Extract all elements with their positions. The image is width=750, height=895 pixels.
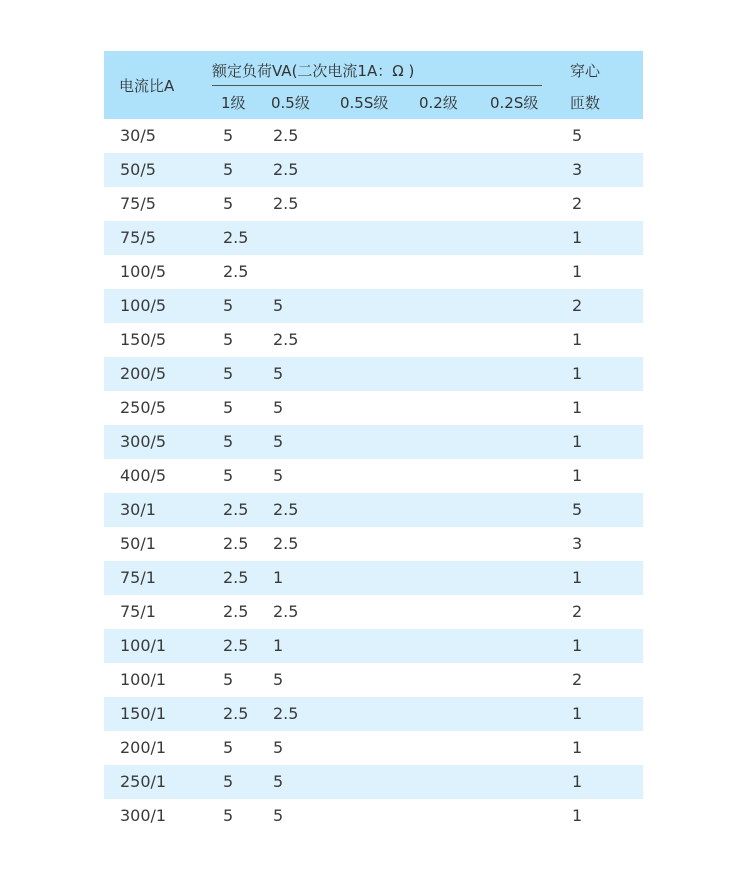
row-background xyxy=(104,765,632,799)
table-row xyxy=(104,493,643,527)
cell-turns: 5 xyxy=(572,500,583,519)
cell-class-0-5: 2.5 xyxy=(273,194,299,213)
cell-class-1: 5 xyxy=(223,194,234,213)
table-row xyxy=(104,119,643,153)
table-row xyxy=(104,255,643,289)
header-divider xyxy=(212,85,542,86)
cell-class-1: 5 xyxy=(223,432,234,451)
cell-class-1: 2.5 xyxy=(223,704,249,723)
cell-current-ratio: 100/1 xyxy=(120,636,167,655)
table-row xyxy=(104,221,643,255)
row-background xyxy=(104,799,632,833)
table-row xyxy=(104,561,643,595)
row-background xyxy=(104,425,632,459)
cell-turns: 1 xyxy=(572,398,583,417)
cell-current-ratio: 75/5 xyxy=(120,228,156,247)
cell-class-0-5: 5 xyxy=(273,772,284,791)
cell-class-1: 5 xyxy=(223,772,234,791)
cell-current-ratio: 400/5 xyxy=(120,466,167,485)
cell-class-0-5: 5 xyxy=(273,738,284,757)
header-class-0-5: 0.5级 xyxy=(271,94,310,112)
cell-class-1: 5 xyxy=(223,160,234,179)
table-row xyxy=(104,765,643,799)
cell-turns: 1 xyxy=(572,364,583,383)
cell-current-ratio: 100/1 xyxy=(120,670,167,689)
cell-current-ratio: 100/5 xyxy=(120,262,167,281)
cell-class-0-5: 2.5 xyxy=(273,704,299,723)
header-current-ratio: 电流比A xyxy=(119,77,175,95)
table-row xyxy=(104,629,643,663)
table-row xyxy=(104,323,643,357)
cell-class-1: 5 xyxy=(223,126,234,145)
row-background xyxy=(104,357,632,391)
cell-turns: 2 xyxy=(572,194,583,213)
row-background xyxy=(104,493,632,527)
row-background xyxy=(104,153,632,187)
cell-current-ratio: 150/5 xyxy=(120,330,167,349)
table-row xyxy=(104,187,643,221)
cell-current-ratio: 200/1 xyxy=(120,738,167,757)
cell-class-1: 5 xyxy=(223,330,234,349)
row-background xyxy=(104,731,632,765)
cell-current-ratio: 150/1 xyxy=(120,704,167,723)
cell-class-1: 5 xyxy=(223,738,234,757)
cell-class-0-5: 5 xyxy=(273,432,284,451)
cell-turns: 3 xyxy=(572,534,583,553)
table-row xyxy=(104,289,643,323)
row-background xyxy=(104,561,632,595)
row-background xyxy=(104,391,632,425)
cell-current-ratio: 50/1 xyxy=(120,534,156,553)
row-background xyxy=(104,595,632,629)
cell-current-ratio: 100/5 xyxy=(120,296,167,315)
table-row xyxy=(104,595,643,629)
cell-class-0-5: 2.5 xyxy=(273,534,299,553)
header-class-0-5s: 0.5S级 xyxy=(340,94,389,112)
row-background xyxy=(104,629,632,663)
cell-class-0-5: 2.5 xyxy=(273,160,299,179)
table-row xyxy=(104,731,643,765)
cell-current-ratio: 300/5 xyxy=(120,432,167,451)
cell-class-1: 5 xyxy=(223,398,234,417)
cell-class-0-5: 5 xyxy=(273,670,284,689)
cell-class-0-5: 5 xyxy=(273,296,284,315)
cell-class-1: 5 xyxy=(223,364,234,383)
cell-class-0-5: 5 xyxy=(273,364,284,383)
cell-class-1: 2.5 xyxy=(223,262,249,281)
cell-class-1: 2.5 xyxy=(223,602,249,621)
row-background xyxy=(104,187,632,221)
cell-turns: 1 xyxy=(572,704,583,723)
row-background xyxy=(104,289,632,323)
cell-class-1: 5 xyxy=(223,806,234,825)
cell-class-0-5: 2.5 xyxy=(273,330,299,349)
table-row xyxy=(104,799,643,833)
cell-turns: 1 xyxy=(572,330,583,349)
cell-current-ratio: 200/5 xyxy=(120,364,167,383)
row-background xyxy=(104,221,632,255)
table-row xyxy=(104,527,643,561)
cell-class-0-5: 5 xyxy=(273,806,284,825)
cell-turns: 1 xyxy=(572,432,583,451)
cell-class-0-5: 2.5 xyxy=(273,126,299,145)
current-ratio-table xyxy=(104,51,643,833)
cell-turns: 1 xyxy=(572,738,583,757)
cell-class-0-5: 1 xyxy=(273,636,284,655)
cell-current-ratio: 250/1 xyxy=(120,772,167,791)
table-row xyxy=(104,391,643,425)
table-row xyxy=(104,425,643,459)
table-header xyxy=(104,51,643,119)
row-background xyxy=(104,663,632,697)
cell-turns: 1 xyxy=(572,568,583,587)
cell-class-1: 2.5 xyxy=(223,568,249,587)
cell-class-0-5: 2.5 xyxy=(273,602,299,621)
cell-class-1: 5 xyxy=(223,466,234,485)
cell-turns: 1 xyxy=(572,772,583,791)
header-class-0-2: 0.2级 xyxy=(419,94,458,112)
cell-turns: 2 xyxy=(572,602,583,621)
cell-turns: 1 xyxy=(572,466,583,485)
cell-current-ratio: 75/1 xyxy=(120,568,156,587)
table-row xyxy=(104,153,643,187)
header-class-1: 1级 xyxy=(221,94,246,112)
cell-turns: 1 xyxy=(572,806,583,825)
cell-current-ratio: 75/1 xyxy=(120,602,156,621)
cell-class-1: 2.5 xyxy=(223,636,249,655)
header-class-0-2s: 0.2S级 xyxy=(490,94,539,112)
header-turns-line2: 匝数 xyxy=(570,94,601,112)
cell-current-ratio: 50/5 xyxy=(120,160,156,179)
cell-current-ratio: 250/5 xyxy=(120,398,167,417)
table-row xyxy=(104,357,643,391)
cell-class-0-5: 2.5 xyxy=(273,500,299,519)
cell-turns: 1 xyxy=(572,262,583,281)
header-turns-line1: 穿心 xyxy=(570,62,601,80)
cell-current-ratio: 300/1 xyxy=(120,806,167,825)
cell-turns: 1 xyxy=(572,636,583,655)
cell-current-ratio: 30/5 xyxy=(120,126,156,145)
table-row xyxy=(104,459,643,493)
row-background xyxy=(104,459,632,493)
cell-class-0-5: 5 xyxy=(273,398,284,417)
cell-class-1: 2.5 xyxy=(223,534,249,553)
cell-turns: 1 xyxy=(572,228,583,247)
row-background xyxy=(104,323,632,357)
table-body xyxy=(104,119,643,833)
header-rated-load: 额定负荷VA(二次电流1A：Ω ) xyxy=(212,62,415,80)
cell-class-1: 2.5 xyxy=(223,228,249,247)
table-row xyxy=(104,697,643,731)
row-background xyxy=(104,697,632,731)
cell-turns: 2 xyxy=(572,296,583,315)
row-background xyxy=(104,255,632,289)
cell-class-1: 2.5 xyxy=(223,500,249,519)
row-background xyxy=(104,119,632,153)
cell-current-ratio: 30/1 xyxy=(120,500,156,519)
cell-class-0-5: 5 xyxy=(273,466,284,485)
cell-current-ratio: 75/5 xyxy=(120,194,156,213)
cell-turns: 3 xyxy=(572,160,583,179)
cell-class-1: 5 xyxy=(223,670,234,689)
cell-turns: 5 xyxy=(572,126,583,145)
cell-turns: 2 xyxy=(572,670,583,689)
row-background xyxy=(104,527,632,561)
cell-class-1: 5 xyxy=(223,296,234,315)
cell-class-0-5: 1 xyxy=(273,568,284,587)
table-row xyxy=(104,663,643,697)
